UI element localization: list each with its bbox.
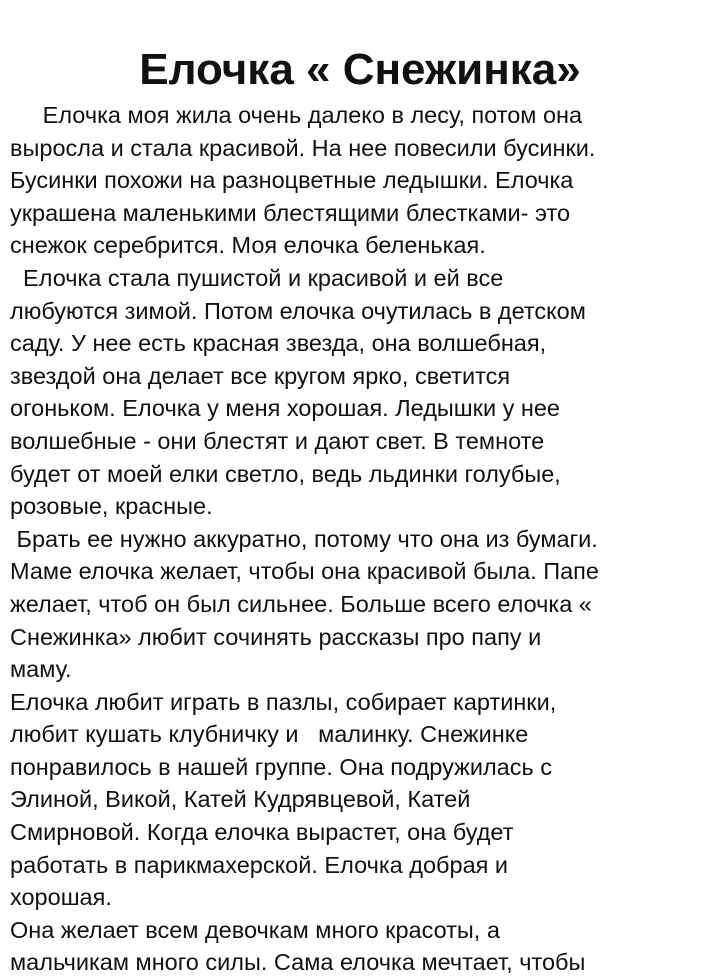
text-line: мальчикам много силы. Сама елочка мечтает, чтобы xyxy=(10,949,586,976)
text-line: любит кушать клубничку и малинку. Снежинке xyxy=(10,721,529,748)
text-line: Елочка стала пушистой и красивой и ей все xyxy=(10,264,504,291)
text-line: волшебные - они блестят и дают свет. В темноте xyxy=(10,427,545,454)
text-line: желает, чтоб он был сильнее. Больше всего елочка « xyxy=(10,590,592,617)
text-line: Елочка моя жила очень далеко в лесу, потом она xyxy=(10,102,583,128)
text-line: снежок серебрится. Моя елочка беленькая. xyxy=(10,232,486,259)
text-line: Элиной, Викой, Катей Кудрявцевой, Катей xyxy=(10,786,471,813)
text-line: хорошая. xyxy=(10,884,112,911)
text-line: розовые, красные. xyxy=(10,493,213,520)
text-line: Брать ее нужно аккуратно, потому что она из бумаги. xyxy=(10,525,598,552)
text-line: маму. xyxy=(10,656,72,683)
text-line: звездой она делает все кругом ярко, светится xyxy=(10,362,511,389)
text-line: любуются зимой. Потом елочка очутилась в детском xyxy=(10,297,586,324)
document-title: Елочка « Снежинка» xyxy=(139,45,581,94)
text-line: работать в парикмахерской. Елочка добрая и xyxy=(10,851,509,878)
text-line: понравилось в нашей группе. Она подружилась с xyxy=(10,753,553,780)
document-body xyxy=(10,99,710,979)
text-line: Маме елочка желает, чтобы она красивой была. Папе xyxy=(10,558,599,585)
text-line: украшена маленькими блестящими блестками- это xyxy=(10,199,571,226)
text-line: Смирновой. Когда елочка вырастет, она будет xyxy=(10,819,514,846)
text-line: Снежинка» любит сочинять рассказы про папу и xyxy=(10,623,542,650)
text-line: будет от моей елки светло, ведь льдинки голубые, xyxy=(10,460,561,487)
text-line: Она желает всем девочкам много красоты, а xyxy=(10,916,500,943)
text-line: Бусинки похожи на разноцветные ледышки. Елочка xyxy=(10,167,574,194)
text-line: саду. У нее есть красная звезда, она волшебная, xyxy=(10,330,547,357)
text-line: выросла и стала красивой. На нее повесили бусинки. xyxy=(10,134,596,161)
text-line: Елочка любит играть в пазлы, собирает картинки, xyxy=(10,688,557,715)
text-line: огоньком. Елочка у меня хорошая. Ледышки у нее xyxy=(10,395,560,422)
